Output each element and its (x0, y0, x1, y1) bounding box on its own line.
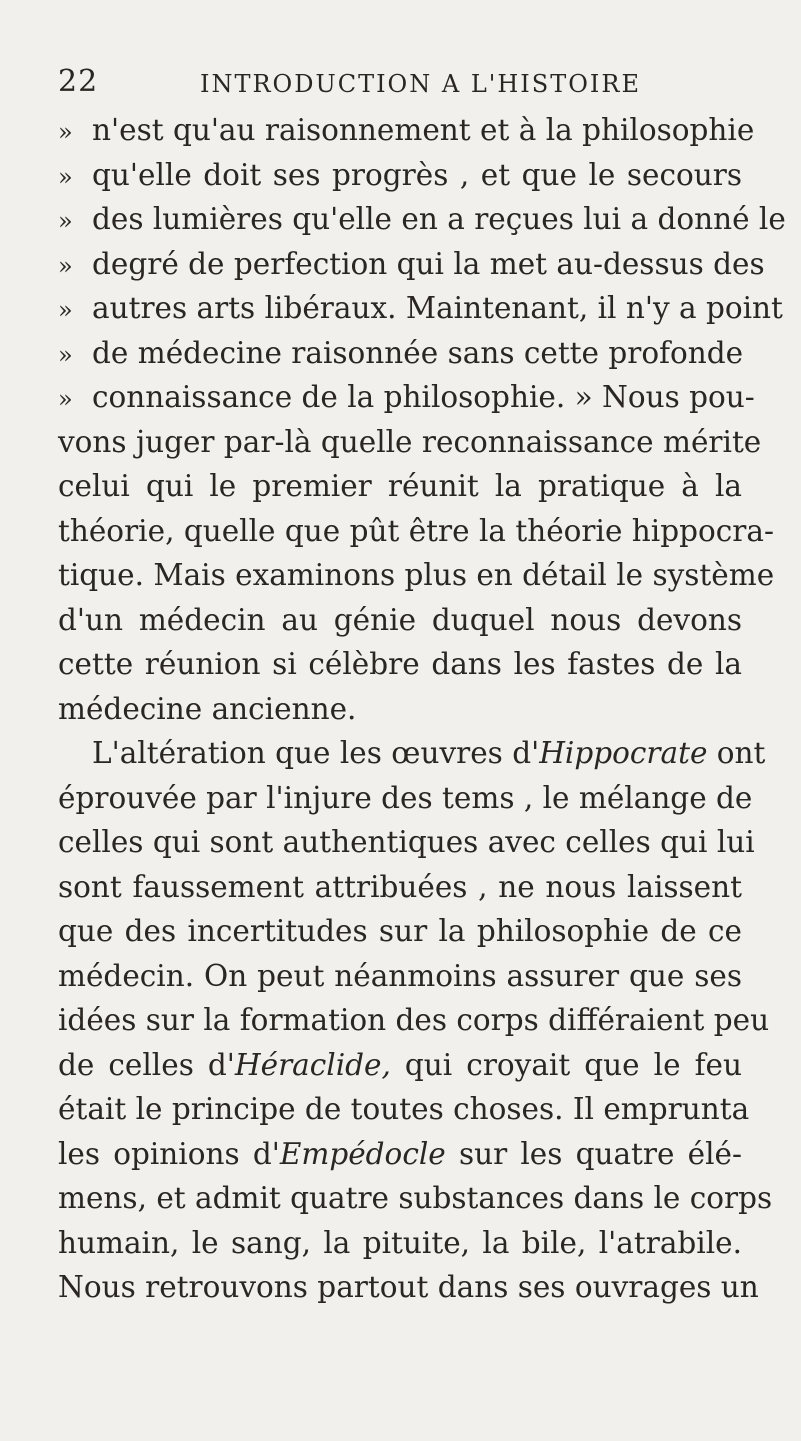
guillemet-marker: » (58, 118, 73, 146)
text-line (58, 375, 755, 420)
text-line (58, 286, 783, 331)
text-line (58, 331, 742, 376)
guillemet-marker: » (58, 207, 73, 235)
line-text: des lumières qu'elle en a reçues lui a donné le (92, 202, 786, 236)
text-line: mens, et admit quatre substances dans le corps (58, 1181, 773, 1215)
running-title: INTRODUCTION A L'HISTOIRE (200, 70, 641, 98)
text-line (58, 1043, 742, 1088)
line-text: degré de perfection qui la met au-dessus des (92, 246, 765, 281)
text-line: idées sur la formation des corps différaient peu (58, 1003, 770, 1037)
text-line (58, 1132, 742, 1177)
line-text: qu'elle doit ses progrès , et que le secours (92, 157, 742, 192)
text-line: Nous retrouvons partout dans ses ouvrages un (58, 1270, 759, 1304)
line-text: ont (707, 736, 766, 770)
line-text: autres arts libéraux. Maintenant, il n'y a point (92, 291, 783, 325)
line-text: les opinions d' (58, 1136, 280, 1171)
text-line: tique. Mais examinons plus en détail le système (58, 558, 775, 592)
text-line: sont faussement attribuées , ne nous laissent (58, 869, 742, 904)
author-name-hippocrate: Hippocrate (539, 736, 708, 770)
text-line: vons juger par-là quelle reconnaissance mérite (58, 424, 762, 459)
guillemet-marker: » (58, 340, 73, 369)
line-text: n'est qu'au raisonnement et à la philosophie (92, 113, 755, 147)
text-line: était le principe de toutes choses. Il emprunta (58, 1092, 750, 1126)
author-name-heraclide: Héraclide, (234, 1047, 391, 1082)
text-line: médecin. On peut néanmoins assurer que ses (58, 958, 742, 993)
text-line: humain, le sang, la pituite, la bile, l'atrabile. (58, 1225, 742, 1260)
guillemet-marker: » (58, 385, 73, 413)
text-line: éprouvée par l'injure des tems , le mélange de (58, 780, 753, 815)
text-line: d'un médecin au génie duquel nous devons (58, 602, 742, 637)
guillemet-marker: » (58, 162, 73, 191)
text-line: médecine ancienne. (58, 691, 357, 726)
guillemet-marker: » (58, 296, 73, 324)
text-line (58, 108, 755, 153)
line-text: sur les quatre élé- (445, 1136, 742, 1171)
text-line: que des incertitudes sur la philosophie de ce (58, 914, 742, 948)
body-text (58, 108, 786, 1310)
text-line (58, 153, 742, 198)
text-line: celui qui le premier réunit la pratique à la (58, 469, 742, 503)
text-line (58, 242, 765, 287)
guillemet-marker: » (58, 251, 73, 280)
text-line: théorie, quelle que pût être la théorie hippocra- (58, 513, 774, 548)
text-line: cette réunion si célèbre dans les fastes de la (58, 647, 742, 681)
running-header (58, 64, 742, 110)
line-text: qui croyait que le feu (390, 1047, 742, 1082)
text-line (58, 731, 766, 776)
line-text: connaissance de la philosophie. » Nous pou- (92, 380, 755, 414)
line-text: de celles d' (58, 1047, 235, 1082)
line-text: de médecine raisonnée sans cette profonde (92, 335, 744, 370)
page-number: 22 (58, 64, 99, 99)
text-line (58, 197, 786, 242)
author-name-empedocle: Empédocle (279, 1136, 446, 1171)
text-line: celles qui sont authentiques avec celles qui lui (58, 825, 755, 859)
line-text: L'altération que les œuvres d' (92, 736, 540, 770)
